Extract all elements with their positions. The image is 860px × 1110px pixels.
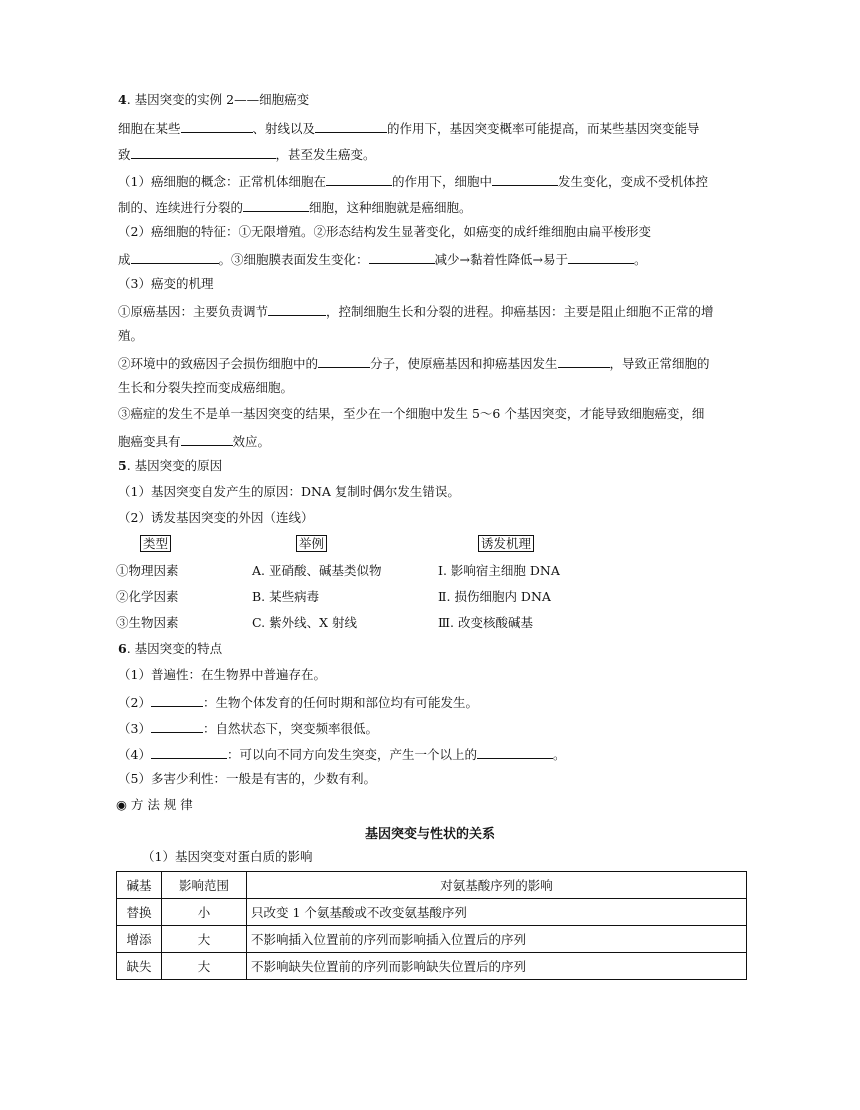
type-item: ②化学因素 (116, 589, 179, 604)
answer-blank[interactable] (477, 745, 553, 759)
table-cell: 增添 (117, 926, 162, 953)
answer-blank[interactable] (568, 250, 634, 264)
matching-header-example (296, 536, 327, 552)
answer-blank[interactable] (558, 354, 610, 368)
mechanism-item: Ⅰ. 影响宿主细胞 DNA (438, 563, 560, 578)
text: （1）基因突变自发产生的原因：DNA 复制时偶尔发生错误。 (118, 484, 460, 499)
answer-blank[interactable] (131, 145, 276, 159)
text: 的作用下，细胞中 (391, 174, 492, 189)
type-item: ①物理因素 (116, 563, 179, 578)
paragraph-line (118, 432, 270, 450)
text: 、射线以及 (252, 121, 316, 136)
text: 生长和分裂失控而变成癌细胞。 (118, 380, 294, 395)
paragraph-line (118, 224, 651, 240)
text: （3）癌变的机理 (118, 276, 214, 291)
text: （2） (118, 695, 151, 710)
section-5-heading (118, 458, 222, 474)
paragraph-line (118, 745, 565, 763)
answer-blank[interactable] (151, 693, 203, 707)
text: （4） (118, 747, 151, 762)
text: ，导致正常细胞的 (609, 356, 710, 371)
text: ，甚至发生癌变。 (275, 147, 376, 162)
paragraph-line (118, 354, 710, 372)
paragraph-line (118, 771, 376, 787)
example-item: A. 亚硝酸、碱基类似物 (252, 563, 382, 578)
text: ：生物个体发育的任何时期和部位均有可能发生。 (202, 695, 478, 710)
text: 细胞，这种细胞就是癌细胞。 (309, 200, 472, 215)
boxed-label: 类型 (140, 535, 171, 552)
paragraph-line (118, 172, 708, 190)
paragraph-line (118, 328, 143, 344)
text: 制的、连续进行分裂的 (118, 200, 244, 215)
method-title: 基因突变与性状的关系 (364, 827, 495, 842)
answer-blank[interactable] (369, 250, 435, 264)
text: 。 (633, 252, 647, 267)
header-cell: 影响范围 (162, 872, 247, 899)
text: ①原癌基因：主要负责调节 (118, 304, 269, 319)
text: （3） (118, 721, 151, 736)
section-title: . 基因突变的特点 (126, 641, 223, 656)
text: （2）诱发基因突变的外因（连线） (118, 510, 314, 525)
table-cell: 只改变 1 个氨基酸或不改变氨基酸序列 (247, 899, 747, 926)
text: （1）癌细胞的概念：正常机体细胞在 (118, 174, 326, 189)
answer-blank[interactable] (131, 250, 219, 264)
table-header-row (117, 872, 747, 899)
answer-blank[interactable] (181, 119, 253, 133)
paragraph-line (118, 145, 376, 163)
text: 的作用下，基因突变概率可能提高，而某些基因突变能导 (387, 121, 700, 136)
answer-blank[interactable] (243, 198, 309, 212)
answer-blank[interactable] (326, 172, 392, 186)
matching-header-mechanism (478, 536, 534, 552)
type-item: ③生物因素 (116, 615, 179, 630)
table-cell: 不影响插入位置前的序列而影响插入位置后的序列 (247, 926, 747, 953)
table-cell: 小 (162, 899, 247, 926)
answer-blank[interactable] (268, 302, 326, 316)
table-cell: 大 (162, 953, 247, 980)
answer-blank[interactable] (492, 172, 558, 186)
boxed-label: 诱发机理 (478, 535, 534, 552)
method-subtitle: （1）基因突变对蛋白质的影响 (142, 849, 313, 864)
text: （5）多害少利性：一般是有害的，少数有利。 (118, 771, 376, 786)
text: 成 (118, 252, 131, 267)
section-number: 6 (118, 641, 127, 656)
text: ③癌症的发生不是单一基因突变的结果，至少在一个细胞中发生 5～6 个基因突变，才能导致细胞癌变，细 (118, 406, 705, 421)
table-cell: 不影响缺失位置前的序列而影响缺失位置后的序列 (247, 953, 747, 980)
section-title: . 基因突变的实例 2——细胞癌变 (126, 92, 310, 107)
paragraph-line (118, 380, 293, 396)
section-title: . 基因突变的原因 (126, 458, 223, 473)
paragraph-line (118, 250, 647, 268)
matching-header-type (140, 536, 171, 552)
paragraph-line (118, 198, 472, 216)
paragraph-line (118, 119, 700, 137)
text: 分子，使原癌基因和抑癌基因发生 (370, 356, 558, 371)
section-6-heading (118, 641, 222, 657)
table-cell: 大 (162, 926, 247, 953)
text: （2）癌细胞的特征：①无限增殖。②形态结构发生显著变化，如癌变的成纤维细胞由扁平梭形变 (118, 224, 651, 239)
text: 发生变化，变成不受机体控 (557, 174, 708, 189)
paragraph-line (118, 693, 478, 711)
text: 。③细胞膜表面发生变化： (218, 252, 369, 267)
text: （1）普遍性：在生物界中普遍存在。 (118, 667, 326, 682)
text: 致 (118, 147, 131, 162)
text: 。 (552, 747, 566, 762)
answer-blank[interactable] (315, 119, 387, 133)
text: ：自然状态下，突变频率很低。 (202, 721, 378, 736)
answer-blank[interactable] (181, 432, 233, 446)
answer-blank[interactable] (151, 745, 227, 759)
paragraph-line (118, 406, 704, 422)
paragraph-line (118, 667, 326, 683)
example-item: B. 某些病毒 (252, 589, 320, 604)
paragraph-line (118, 719, 378, 737)
text: ，控制细胞生长和分裂的进程。抑癌基因：主要是阻止细胞不正常的增 (326, 304, 714, 319)
section-number: 4 (118, 92, 127, 107)
mutation-effect-table (116, 871, 747, 980)
boxed-label: 举例 (296, 535, 327, 552)
header-cell: 对氨基酸序列的影响 (247, 872, 747, 899)
paragraph-line (118, 484, 460, 500)
text: 细胞在某些 (118, 121, 181, 136)
answer-blank[interactable] (318, 354, 370, 368)
text: ：可以向不同方向发生突变，产生一个以上的 (226, 747, 477, 762)
paragraph-line (118, 276, 213, 292)
header-cell: 碱基 (117, 872, 162, 899)
mechanism-item: Ⅲ. 改变核酸碱基 (438, 615, 534, 630)
example-item: C. 紫外线、X 射线 (252, 615, 357, 630)
table-row (117, 926, 747, 953)
text: 殖。 (118, 328, 144, 343)
mechanism-item: Ⅱ. 损伤细胞内 DNA (438, 589, 551, 604)
method-label: ◉ 方 法 规 律 (116, 797, 193, 812)
table-cell: 缺失 (117, 953, 162, 980)
answer-blank[interactable] (151, 719, 203, 733)
table-row (117, 899, 747, 926)
table-cell: 替换 (117, 899, 162, 926)
section-number: 5 (118, 458, 127, 473)
text: 减少→黏着性降低→易于 (434, 252, 568, 267)
text: 胞癌变具有 (118, 434, 181, 449)
text: 效应。 (232, 434, 271, 449)
table-row (117, 953, 747, 980)
paragraph-line (118, 302, 714, 320)
text: ②环境中的致癌因子会损伤细胞中的 (118, 356, 319, 371)
section-4-heading (118, 92, 309, 108)
paragraph-line (118, 510, 313, 526)
